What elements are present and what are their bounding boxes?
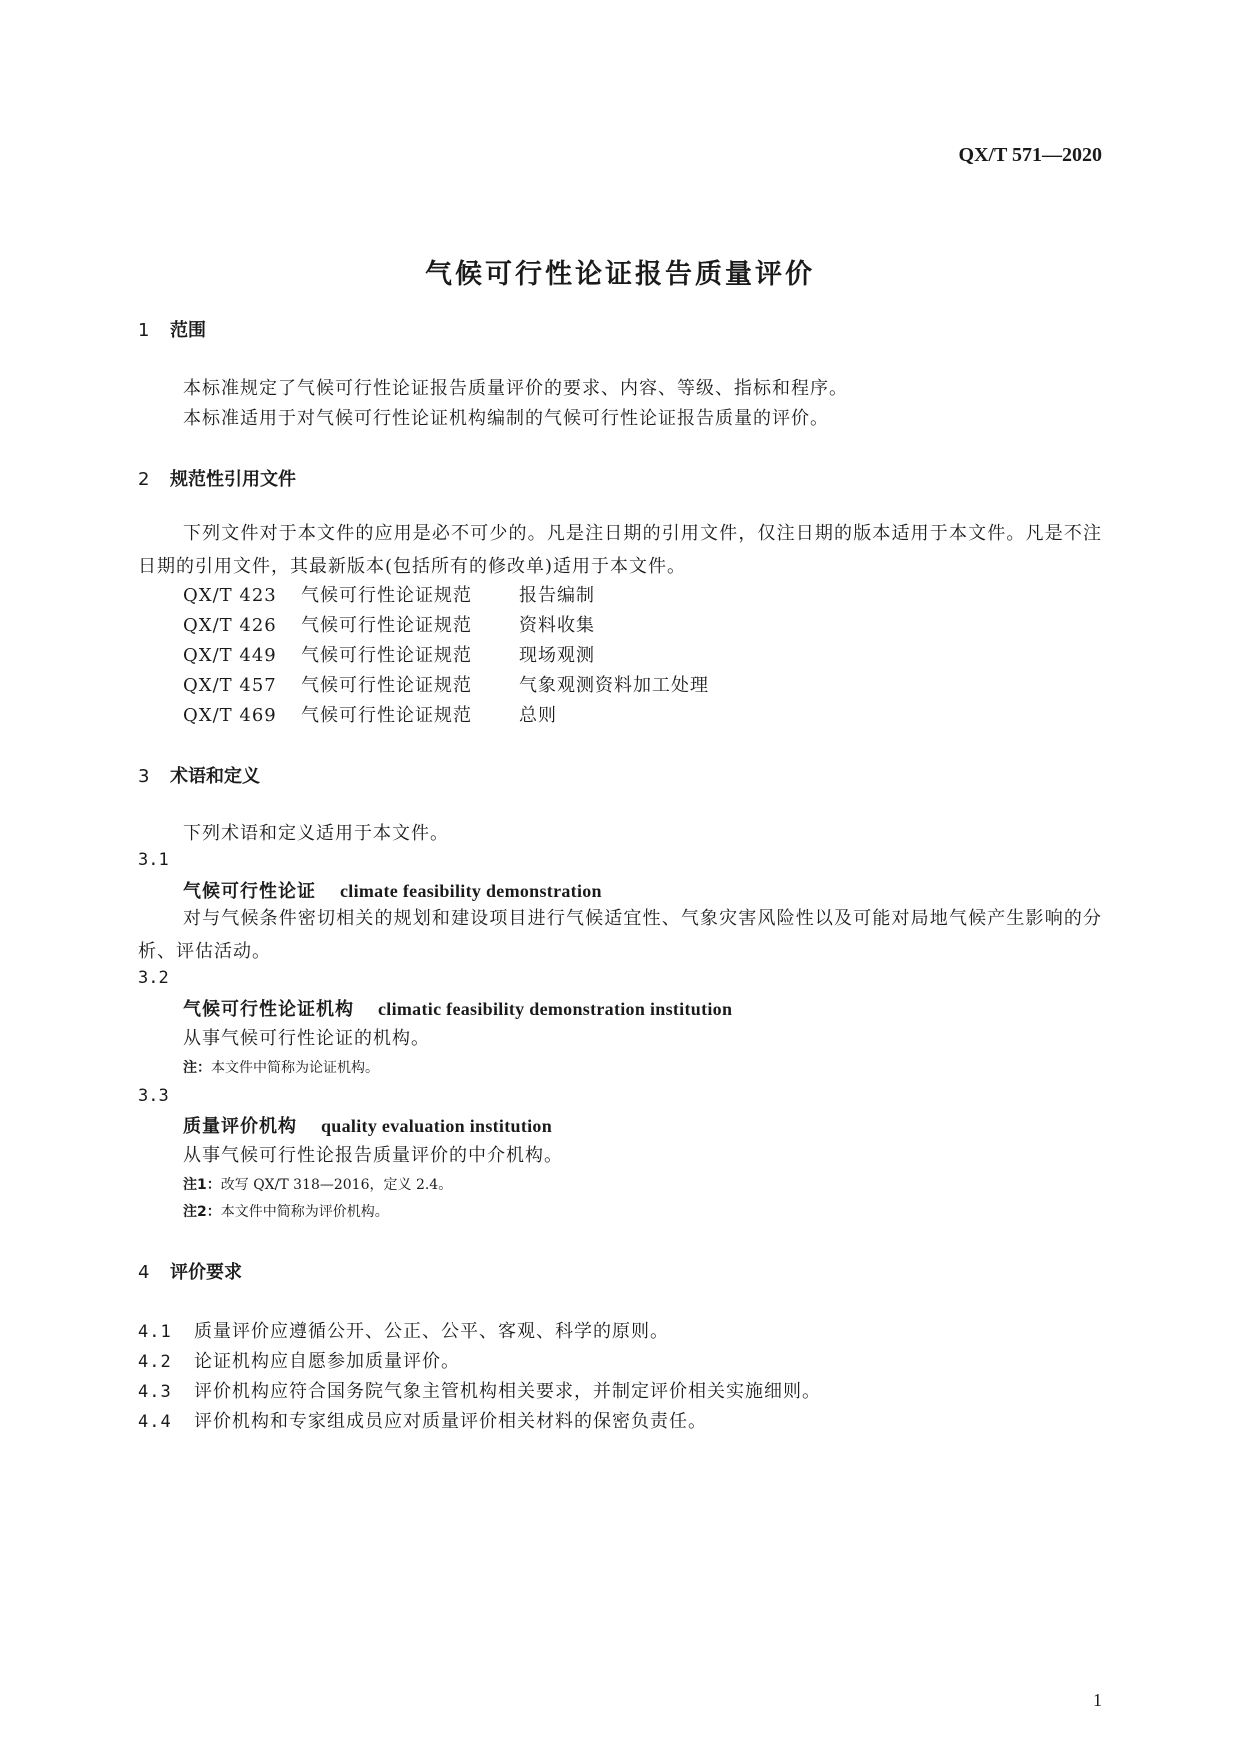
term-english: climate feasibility demonstration [340, 881, 602, 901]
term-note [183, 1201, 389, 1221]
document-title: 气候可行性论证报告质量评价 [425, 259, 815, 290]
reference-part: 现场观测 [519, 645, 595, 666]
item-text: 评价机构应符合国务院气象主管机构相关要求，并制定评价相关实施细则。 [194, 1381, 821, 1402]
paragraph: 下列术语和定义适用于本文件。 [183, 823, 449, 844]
term-definition: 从事气候可行性论证的机构。 [183, 1028, 430, 1049]
reference-part: 资料收集 [519, 615, 595, 636]
note-text: 本文件中简称为评价机构。 [220, 1204, 389, 1220]
term-chinese: 质量评价机构 [183, 1116, 297, 1137]
reference-item [183, 581, 595, 607]
item-text: 评价机构和专家组成员应对质量评价相关材料的保密负责任。 [194, 1411, 707, 1432]
section-number: 2 [138, 469, 150, 490]
requirement-item [138, 1317, 669, 1343]
term-chinese: 气候可行性论证机构 [183, 999, 354, 1020]
reference-part: 总则 [519, 705, 557, 726]
clause-number: 3.1 [138, 850, 169, 870]
item-text: 质量评价应遵循公开、公正、公平、客观、科学的原则。 [194, 1321, 669, 1342]
term-english: quality evaluation institution [321, 1116, 553, 1136]
section-heading-2 [138, 465, 296, 491]
note-text: 本文件中简称为论证机构。 [211, 1060, 379, 1076]
clause-number: 3.2 [138, 968, 169, 988]
reference-name: 气候可行性论证规范 [301, 675, 472, 696]
term-chinese: 气候可行性论证 [183, 881, 316, 902]
reference-item [183, 611, 595, 637]
term-entry [183, 995, 732, 1021]
note-label: 注1： [183, 1177, 221, 1193]
section-number: 1 [138, 320, 150, 341]
clause-number: 3.3 [138, 1086, 169, 1106]
note-label: 注： [183, 1060, 211, 1076]
requirement-item [138, 1347, 460, 1373]
section-number: 4 [138, 1262, 150, 1283]
reference-code: QX/T 423 [183, 585, 277, 606]
item-number: 4.3 [138, 1382, 172, 1402]
term-note [183, 1174, 452, 1194]
term-definition: 从事气候可行性论报告质量评价的中介机构。 [183, 1145, 563, 1166]
section-number: 3 [138, 766, 150, 787]
paragraph: 下列文件对于本文件的应用是必不可少的。凡是注日期的引用文件，仅注日期的版本适用于本文件。凡是不注日期的引用文件，其最新版本(包括所有的修改单)适用于本文件。 [138, 523, 1102, 577]
page-number: 1 [1093, 1690, 1102, 1710]
note-label: 注2： [183, 1204, 221, 1220]
section-title: 术语和定义 [170, 766, 260, 787]
reference-part: 报告编制 [519, 585, 595, 606]
reference-name: 气候可行性论证规范 [301, 645, 472, 666]
note-text: 改写 QX/T 318—2016，定义 2.4。 [220, 1177, 453, 1193]
section-title: 规范性引用文件 [170, 469, 296, 490]
term-entry [183, 1112, 552, 1138]
reference-name: 气候可行性论证规范 [301, 615, 472, 636]
item-number: 4.2 [138, 1352, 172, 1372]
paragraph: 本标准规定了气候可行性论证报告质量评价的要求、内容、等级、指标和程序。 [183, 378, 848, 399]
reference-code: QX/T 457 [183, 675, 277, 696]
requirement-item [138, 1407, 707, 1433]
section-title: 范围 [170, 320, 206, 341]
standard-code: QX/T 571—2020 [958, 144, 1102, 166]
paragraph: 本标准适用于对气候可行性论证机构编制的气候可行性论证报告质量的评价。 [183, 408, 829, 429]
section-title: 评价要求 [170, 1262, 242, 1283]
term-note [183, 1057, 379, 1077]
reference-code: QX/T 426 [183, 615, 277, 636]
reference-item [183, 641, 595, 667]
reference-part: 气象观测资料加工处理 [519, 675, 709, 696]
reference-item [183, 671, 709, 697]
term-definition: 对与气候条件密切相关的规划和建设项目进行气候适宜性、气象灾害风险性以及可能对局地气候产生影响的分析、评估活动。 [138, 908, 1102, 962]
term-english: climatic feasibility demonstration institution [378, 999, 733, 1019]
section-heading-3 [138, 762, 260, 788]
item-number: 4.4 [138, 1412, 172, 1432]
item-number: 4.1 [138, 1322, 172, 1342]
reference-name: 气候可行性论证规范 [301, 705, 472, 726]
reference-name: 气候可行性论证规范 [301, 585, 472, 606]
reference-code: QX/T 469 [183, 705, 277, 726]
requirement-item [138, 1377, 821, 1403]
term-entry [183, 877, 602, 903]
section-heading-4 [138, 1258, 242, 1284]
section-heading-1 [138, 316, 206, 342]
reference-code: QX/T 449 [183, 645, 277, 666]
item-text: 论证机构应自愿参加质量评价。 [194, 1351, 460, 1372]
reference-item [183, 701, 557, 727]
